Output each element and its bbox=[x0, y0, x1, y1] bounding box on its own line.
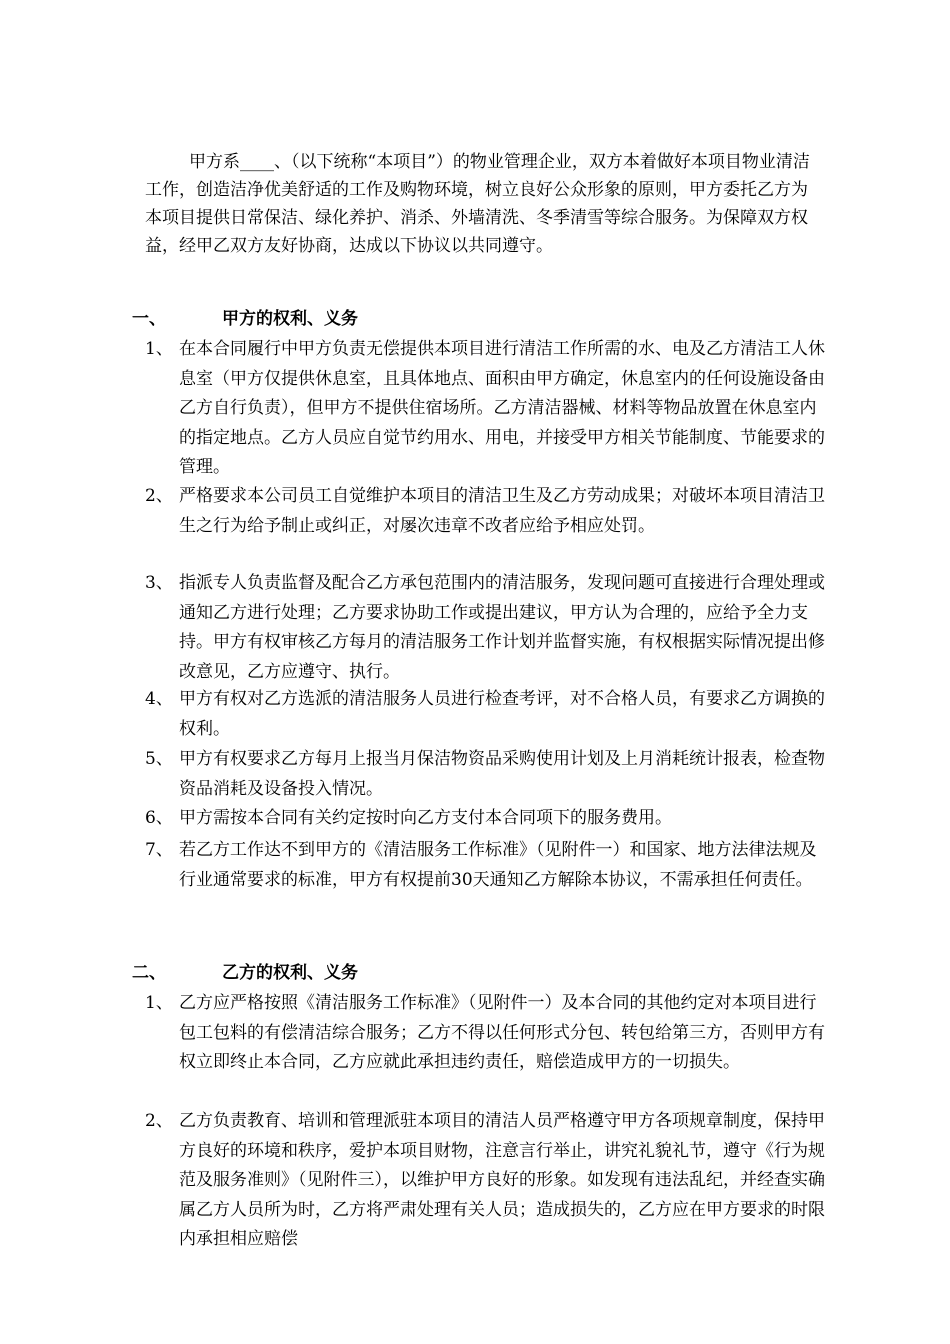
item-text: 指派专人负责监督及配合乙方承包范围内的清洁服务，发现问题可直接进行合理处理或通知乙方进行处理；乙方要求协助工作或提出建议，甲方认为合理的，应给予全力支持。甲方有权审核乙方每月的清洁服务工作计划并监督实施，有权根据实际情况提出修改意见，乙方应遵守、执行。 bbox=[179, 573, 825, 682]
section2-number: 二、 bbox=[132, 963, 166, 983]
item-text: 乙方负责教育、培训和管理派驻本项目的清洁人员严格遵守甲方各项规章制度，保持甲方良好的环境和秩序，爱护本项目财物，注意言行举止，讲究礼貌礼节，遵守《行为规范及服务准则》（见附件三），以维护甲方良好的形象。如发现有违法乱纪，并经查实确属乙方人员所为时，乙方将严肃处理有关人员；造成损失的，乙方应在甲方要求的时限内承担相应赔偿 bbox=[179, 1111, 825, 1249]
item-text: 甲方有权对乙方选派的清洁服务人员进行检查考评，对不合格人员，有要求乙方调换的权利。 bbox=[179, 689, 825, 739]
section1-title: 甲方的权利、义务 bbox=[222, 309, 358, 329]
section1-number: 一、 bbox=[132, 309, 166, 329]
item-number: 2、 bbox=[145, 1111, 173, 1131]
item-number: 2、 bbox=[145, 486, 173, 506]
item-number: 1、 bbox=[145, 339, 173, 359]
item-number: 4、 bbox=[145, 689, 173, 709]
section2-heading bbox=[132, 961, 358, 985]
item-text: 甲方有权要求乙方每月上报当月保洁物资品采购使用计划及上月消耗统计报表，检查物资品消耗及设备投入情况。 bbox=[179, 749, 825, 799]
section1-item-4 bbox=[145, 685, 825, 744]
section2-title: 乙方的权利、义务 bbox=[222, 963, 358, 983]
section1-heading bbox=[132, 307, 358, 331]
section1-item-6 bbox=[145, 804, 825, 834]
item-text: 乙方应严格按照《清洁服务工作标准》（见附件一）及本合同的其他约定对本项目进行包工包料的有偿清洁综合服务；乙方不得以任何形式分包、转包给第三方，否则甲方有权立即终止本合同，乙方应就此承担违约责任，赔偿造成甲方的一切损失。 bbox=[179, 993, 825, 1072]
item-number: 6、 bbox=[145, 808, 173, 828]
section1-item-1 bbox=[145, 335, 825, 483]
item-text: 若乙方工作达不到甲方的《清洁服务工作标准》（见附件一）和国家、地方法律法规及行业通常要求的标准，甲方有权提前30天通知乙方解除本协议，不需承担任何责任。 bbox=[179, 840, 817, 890]
item-number: 3、 bbox=[145, 573, 173, 593]
section2-item-2 bbox=[145, 1107, 825, 1255]
item-text: 严格要求本公司员工自觉维护本项目的清洁卫生及乙方劳动成果；对破坏本项目清洁卫生之行为给予制止或纠正，对屡次违章不改者应给予相应处罚。 bbox=[179, 486, 825, 536]
item-text: 在本合同履行中甲方负责无偿提供本项目进行清洁工作所需的水、电及乙方清洁工人休息室（甲方仅提供休息室，且具体地点、面积由甲方确定，休息室内的任何设施设备由乙方自行负责），但甲方不提供住宿场所。乙方清洁器械、材料等物品放置在休息室内的指定地点。乙方人员应自觉节约用水、用电，并接受甲方相关节能制度、节能要求的管理。 bbox=[179, 339, 825, 477]
section1-item-5 bbox=[145, 745, 825, 804]
section1-item-3 bbox=[145, 569, 825, 687]
item-number: 7、 bbox=[145, 840, 173, 860]
item-text: 甲方需按本合同有关约定按时向乙方支付本合同项下的服务费用。 bbox=[179, 808, 672, 828]
item-number: 5、 bbox=[145, 749, 173, 769]
section2-item-1 bbox=[145, 989, 825, 1078]
intro-paragraph: 甲方系____、（以下统称“本项目”）的物业管理企业，双方本着做好本项目物业清洁工作，创造洁净优美舒适的工作及购物环境，树立良好公众形象的原则，甲方委托乙方为本项目提供日常保洁、绿化养护、消杀、外墙清洗、冬季清雪等综合服务。为保障双方权益，经甲乙双方友好协商，达成以下协议以共同遵守。 bbox=[145, 152, 810, 256]
section1-item-2 bbox=[145, 482, 825, 541]
section1-item-7 bbox=[145, 836, 825, 895]
item-number: 1、 bbox=[145, 993, 173, 1013]
